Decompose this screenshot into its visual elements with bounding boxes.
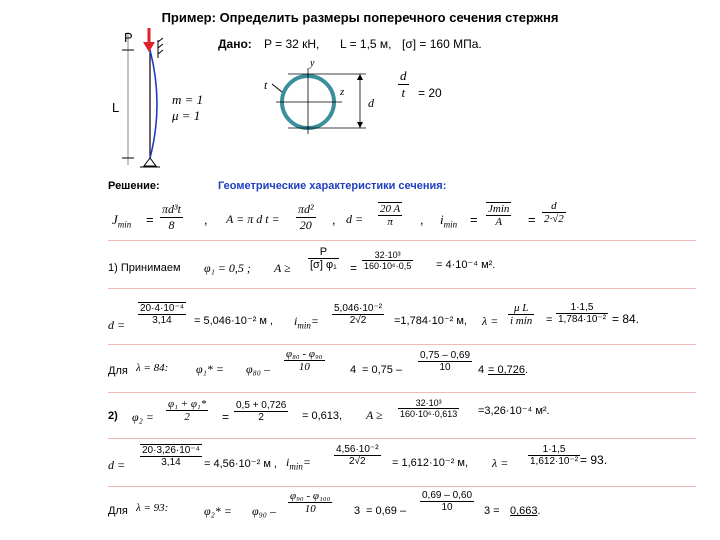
step2-lambda: λ = <box>492 456 509 470</box>
step1-phi: φ₁ = 0,5 ; <box>204 261 251 275</box>
step2-for-lambda: λ = 93: <box>136 502 169 514</box>
step2-diff-fraction: $\frac{\text{φ₉₀ - φ₁₀₀}}{10}$ <box>290 490 331 515</box>
step2-num-fraction: $\frac{0,69 - 0,60}{10}$ <box>422 490 473 513</box>
given-L: L = 1,5 м, <box>340 37 392 51</box>
step2-phi-star: φ₂* = <box>204 504 232 518</box>
step1-A-ge: A ≥ <box>274 261 291 275</box>
imin-equals-2: = <box>528 212 536 227</box>
step2-avg-result-row: = 0,613, <box>302 410 343 422</box>
given-ratio-num: d <box>400 68 407 83</box>
step1-phi1-result: = 0,726 <box>488 364 526 376</box>
step1-num-fraction: $\frac{0,75 - 0,69}{10}$ <box>420 350 471 373</box>
section-y: y <box>310 58 315 69</box>
step2-phi2-result-row: 0,663. <box>510 505 541 517</box>
step1-mul4: 4 <box>350 364 357 376</box>
area-comma: , <box>332 212 336 227</box>
d-sqrt-fraction: $\frac{20 A}{\pi}$ <box>380 203 401 228</box>
step1-lambda-fraction: μ L i min <box>510 302 533 327</box>
imin-result-fraction: $\frac{d}{2\cdot√2}$ <box>544 200 564 225</box>
step2-d-result: = 4,56·10⁻² м , <box>204 458 277 470</box>
d-comma: , <box>420 212 424 227</box>
step2-lambda-fraction: $\frac{1\cdot 1,5}{\text{1,612·10⁻²}}$ <box>530 444 579 467</box>
page-title: Пример: Определить размеры поперечного сечения стержня <box>161 10 559 25</box>
step1-lambda-result: = 84. <box>612 312 640 326</box>
area-formula: A = π d t = <box>226 212 280 226</box>
step1-area-result: = 4·10⁻⁴ м². <box>436 259 496 271</box>
step2-num-eq: = 0,69 – <box>366 505 407 517</box>
force-arrow-icon <box>142 26 156 56</box>
step1-phi-star: φ₁* = <box>196 362 224 376</box>
step2-phi2: φ₂ = <box>132 410 154 424</box>
step1-for-lambda: λ = 84: <box>136 362 169 374</box>
step1-lambda: λ = <box>482 314 499 328</box>
jmin-comma: , <box>204 212 208 227</box>
jmin-symbol: $J_{min}$ <box>112 212 132 230</box>
jmin-equals: = <box>146 212 154 227</box>
separator-line <box>108 288 696 289</box>
separator-line <box>108 392 696 393</box>
section-t: t <box>264 78 268 92</box>
jmin-fraction: $\frac{\text{πd³t}}{8}$ <box>162 202 181 232</box>
given-ratio-value: = 20 <box>418 86 442 100</box>
step1-d-sqrt: $\frac{\text{20·4·10⁻⁴}}{3,14}$ <box>140 303 185 326</box>
step1-lambda-eq: = <box>546 314 553 326</box>
step1-phi80: φ₈₀ – <box>246 362 270 376</box>
step1-eq: = <box>350 261 358 275</box>
step1-nf-mul: 4 <box>478 364 485 376</box>
imin-sqrt-fraction: Jmin A <box>488 203 510 228</box>
d-formula: d = <box>346 212 364 226</box>
step2-A-ge: A ≥ <box>366 408 383 422</box>
step1-label: 1) Принимаем <box>108 262 181 274</box>
given-ratio <box>398 68 409 101</box>
step1-num-eq: = 0,75 – <box>362 364 403 376</box>
step2-imin-result: = 1,612·10⁻² м, <box>392 457 469 469</box>
step2-imin: $i_{min}=$ <box>286 455 311 472</box>
section-d: d <box>368 96 374 110</box>
step2-label: 2) <box>108 410 118 422</box>
step2-phi2-result: 0,663 <box>510 505 538 517</box>
step2-area-fraction: $\frac{\text{32·10³}}{\text{160·10⁶·0,613}}$ <box>400 398 458 419</box>
step2-d-eq: d = <box>108 458 126 472</box>
imin-equals: = <box>470 212 478 227</box>
step1-imin-fraction: $\frac{\text{5,046·10⁻²}}{2√2}$ <box>334 303 383 326</box>
step2-for-label: Для <box>108 505 128 517</box>
given-P: P = 32 кН, <box>264 37 320 51</box>
step2-lambda-result: = 93. <box>580 453 608 467</box>
cross-section-diagram <box>258 62 398 152</box>
mu-label: μ = 1 <box>172 108 201 123</box>
step2-avg2-fraction: $\frac{0,5 + 0,726}{2}$ <box>236 400 287 423</box>
step1-d-eq: d = <box>108 318 126 332</box>
section-z: z <box>340 86 345 98</box>
separator-line <box>108 344 696 345</box>
step1-f2: $\frac{\text{32·10³}}{\text{160·10⁶·0,5}}$ <box>364 250 412 271</box>
area-fraction: $\frac{\text{πd²}}{20}$ <box>298 202 314 232</box>
step2-imin-fraction: $\frac{\text{4,56·10⁻²}}{2√2}$ <box>336 444 379 467</box>
imin-symbol: $i_{min}$ <box>440 212 458 230</box>
step2-d-sqrt: $\frac{\text{20·3,26·10⁻⁴}}{3,14}$ <box>142 445 200 468</box>
step1-d-result: = 5,046·10⁻² м , <box>194 315 274 327</box>
length-label: L <box>112 100 120 115</box>
step2-area-result: =3,26·10⁻⁴ м². <box>478 405 550 417</box>
m-label: m = 1 <box>172 92 204 107</box>
step1-imin: $i_{min}=$ <box>294 314 319 331</box>
step2-nf-mul: 3 = <box>484 505 500 517</box>
given-label: Дано: <box>218 37 252 51</box>
step2-phi90: φ₉₀ – <box>252 504 276 518</box>
step1-phi1-result-row: = 0,726. <box>488 364 529 376</box>
step1-lambda-fraction-2: $\frac{1\cdot 1,5}{\text{1,784·10⁻²}}$ <box>558 302 607 325</box>
step1-for-label: Для <box>108 365 128 377</box>
step1-imin-result: =1,784·10⁻² м, <box>394 315 467 327</box>
given-ratio-den: t <box>401 85 406 100</box>
step2-eq: = <box>222 410 230 424</box>
step1-f1: $\frac{P}{\text{[σ] φ₁}}$ <box>310 246 337 271</box>
step2-mul3: 3 <box>354 505 361 517</box>
separator-line <box>108 438 696 439</box>
force-label: P <box>124 30 133 45</box>
step2-avg-fraction: $\frac{\text{φ₁ + φ₁*}}{2}$ <box>168 398 207 423</box>
solution-label: Решение: <box>108 180 160 192</box>
separator-line <box>108 486 696 487</box>
separator-line <box>108 240 696 241</box>
step1-diff-fraction: $\frac{\text{φ₈₀ - φ₉₀}}{10}$ <box>286 348 323 373</box>
solution-heading: Геометрические характеристики сечения: <box>218 180 447 192</box>
given-sigma: [σ] = 160 МПа. <box>402 37 482 51</box>
